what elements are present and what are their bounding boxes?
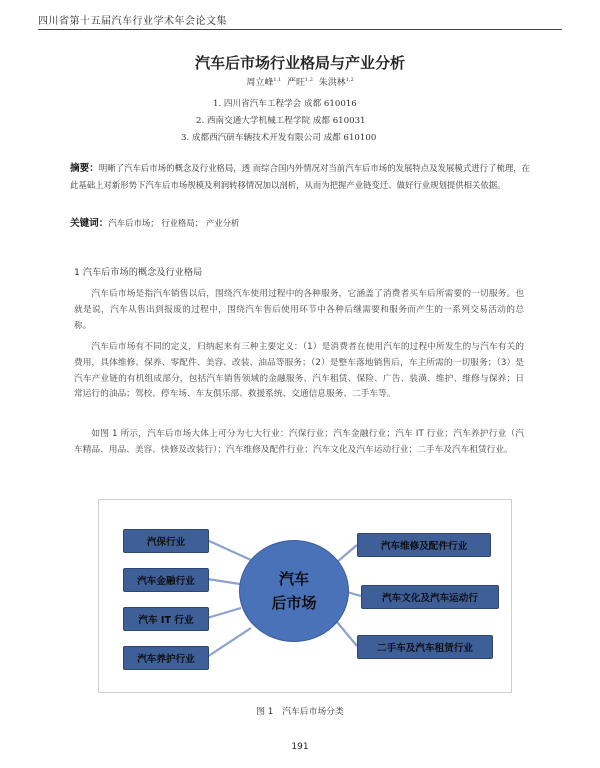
- figure-caption: 图 1 汽车后市场分类: [256, 707, 344, 717]
- body-paragraph: 汽车后市场是指汽车销售以后，围绕汽车使用过程中的各种服务，它涵盖了消费者买车后所需要的一切服务。也就是说，汽车从售出到报废的过程中，围绕汽车售后使用环节中各种后继需要和服务而产生的一系列交易活动的总称。: [74, 289, 524, 331]
- header-rule: [38, 29, 562, 30]
- connector-line: [207, 608, 241, 618]
- keywords-label: 关键词：: [70, 218, 109, 229]
- connector-line: [347, 592, 361, 596]
- author-name: 周立峰: [246, 78, 274, 88]
- connector-line: [337, 622, 357, 646]
- running-head: 四川省第十五届汽车行业学术年会论文集: [38, 16, 227, 27]
- hub-label-line2: 后市场: [271, 594, 317, 612]
- connector-line: [207, 628, 251, 657]
- body-paragraph: 如图 1 所示，汽车后市场大体上可分为七大行业：汽保行业；汽车金融行业；汽车 IT 行业；汽车养护行业（汽车精品、用品、美容、快修及改装行）；汽车维修及配件行业；汽车文化及汽车运动行业；二手车及汽车租赁行业。: [74, 429, 524, 455]
- keywords: [70, 215, 530, 229]
- category-box: 汽车养护行业: [123, 646, 209, 670]
- author-superscript: 1,2: [305, 77, 313, 83]
- hub-circle: [239, 540, 349, 642]
- category-box: 汽车金融行业: [123, 568, 209, 592]
- author-superscript: 1,1: [273, 77, 282, 83]
- section-heading: 1 汽车后市场的概念及行业格局: [74, 267, 203, 278]
- author-superscript: 1,2: [345, 77, 354, 83]
- figure-diagram: [98, 499, 512, 693]
- body-paragraph: 汽车后市场有不同的定义，归纳起来有三种主要定义：（1）是消费者在使用汽车的过程中所发生的与汽车有关的费用，具体维修、保养、零配件、美容、改装、油品等服务；（2）是整车落地销售后，车主所需的一切服务；（3）是汽车产业链的有机组成部分，包括汽车销售领域的金融服务、汽车租赁、保险、广告、装潢、维护、维修与保养；日常运行的油品；驾校、停车场、车友俱乐部、救援系统、交通信息服务、二手车等。: [74, 342, 524, 400]
- connector-line: [207, 540, 251, 560]
- abstract-text: 明晰了汽车后市场的概念及行业格局，透 而综合国内外情况对当前汽车后市场的发展特点及发展模式进行了梳理，在此基础上对新形势下汽车后市场规模及利润转移情况加以剖析，从而为把握产业链变迁、做好行业规划提供相关依据。: [70, 163, 531, 190]
- author-name: 严旺: [287, 78, 306, 88]
- connector-line: [207, 579, 240, 584]
- category-box: 汽保行业: [123, 529, 209, 553]
- abstract-label: 摘要：: [70, 163, 99, 174]
- keywords-text: 汽车后市场； 行业格局； 产业分析: [108, 218, 240, 228]
- page-number: 191: [291, 742, 309, 752]
- author-list: [0, 75, 600, 88]
- affiliation-1: 1. 四川省汽车工程学会 成都 610016: [213, 99, 357, 109]
- category-box: 汽车维修及配件行业: [357, 533, 491, 557]
- category-box: 汽车 IT 行业: [123, 607, 209, 631]
- author-name: 朱洪林: [318, 78, 346, 88]
- hub-label-line1: 汽车: [278, 570, 309, 588]
- category-box: 二手车及汽车租赁行业: [357, 635, 493, 659]
- affiliation-3: 3. 成都西汽研车辆技术开发有限公司 成都 610100: [181, 133, 377, 143]
- affiliation-2: 2. 西南交通大学机械工程学院 成都 610031: [196, 116, 366, 126]
- connector-line: [337, 545, 357, 562]
- category-box: 汽车文化及汽车运动行: [361, 585, 499, 609]
- paper-title: 汽车后市场行业格局与产业分析: [194, 54, 405, 72]
- abstract: [70, 160, 530, 194]
